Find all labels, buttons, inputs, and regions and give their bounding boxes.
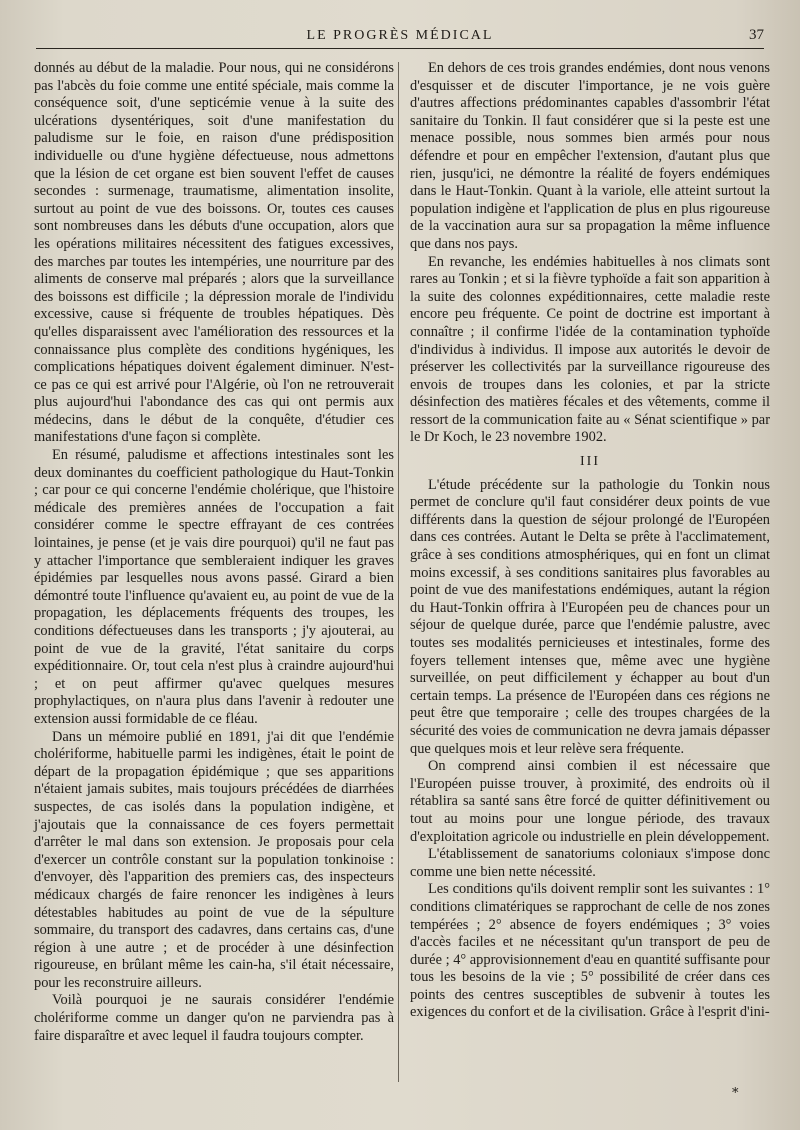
paragraph: Les conditions qu'ils doivent remplir sont les suivantes : 1° conditions climatériques se rapprochant de celle de nos zones tempérées ; 2° absence de foyers endémiques ; 3° voies d'accès faciles et ne nécessitant qu'un transport de peu de durée ; 4° approvisionnement d'eau en quantité suffisante pour tous les besoins de la vie ; 5° possibilité de créer dans ces points des centres susceptibles de subvenir à toutes les exigences du confort et de la civilisation. Grâce à l'esprit d'ini- bbox=[410, 881, 770, 1021]
right-column bbox=[410, 60, 770, 1022]
section-heading: III bbox=[580, 454, 600, 470]
journal-title: LE PROGRÈS MÉDICAL bbox=[306, 28, 494, 43]
paragraph: En résumé, paludisme et affections intestinales sont les deux dominantes du coefficient pathologique du Haut-Tonkin ; car pour ce qui concerne l'endémie cholérique, que l'histoire médicale des premières années de l'occupation a fait considérer comme le spectre effrayant de ces contrées lointaines, je pense (et je vais dire pourquoi) qu'il ne faut pas y attacher l'importance que sembleraient indiquer les graves épidémies par lesquelles nous avons passé. Girard a bien démontré toute l'influence qu'avaient eu, au point de vue de la propagation, les déplacements fréquents des troupes, les conditions défectueuses dans les transports ; j'y ajouterai, au point de vue de la gravité, l'état sanitaire du corps expéditionnaire. Or, tout cela n'est plus à craindre aujourd'hui ; et on peut affirmer qu'avec quelques mesures prophylactiques, on n'aura plus dans l'avenir à redouter une extension aussi formidable de ce fléau. bbox=[34, 447, 394, 727]
paragraph: L'établissement de sanatoriums coloniaux s'impose donc comme une bien nette nécessité. bbox=[410, 846, 770, 880]
paragraph: L'étude précédente sur la pathologie du Tonkin nous permet de conclure qu'il faut considérer deux points de vue différents dans la question de séjour prolongé de l'Européen dans ces contrées. Autant le Delta se prête à l'acclimatement, grâce à ses conditions atmosphériques, qui en font un climat moins excessif, à ses conditions sanitaires plus favorables au point de vue des manifestations endémiques, autant la région du Haut-Tonkin offrira à l'Européen peu de chances pour un séjour de quelque durée, parce que l'endémie palustre, avec toutes ses modalités pernicieuses et intestinales, forme des foyers tellement intenses que, même avec une hygiène surveillée, on peut difficilement y échapper au bout d'un certain temps. La présence de l'Européen dans ces régions ne peut être que temporaire ; celle des troupes chargées de la sécurité des voies de communication ne devra jamais dépasser que quelques mois et leur relève sera fréquente. bbox=[410, 476, 770, 757]
running-header bbox=[36, 26, 764, 49]
paragraph: En dehors de ces trois grandes endémies, dont nous venons d'esquisser et de discuter l'importance, je ne vois guère d'autres affections prédominantes capables d'assombrir l'état sanitaire du Tonkin. Il faut considérer que si la peste est une menace possible, nous sommes bien armés pour nous défendre et pour en empêcher l'extension, d'autant plus que rien, jusqu'ici, ne démontre la réalité de foyers endémiques dans le Haut-Tonkin. Quant à la variole, elle atteint surtout la population indigène et l'application de plus en plus rigoureuse de la vaccination aura sur sa propagation la même influence que dans nos pays. bbox=[410, 60, 770, 252]
paragraph: Dans un mémoire publié en 1891, j'ai dit que l'endémie cholériforme, habituelle parmi les indigènes, était le point de départ de la propagation épidémique ; que ses apparitions n'étaient jamais subites, mais toujours précédées de diarrhées suspectes, de cas isolés dans la population indigène, et j'ajoutais que la connaissance de ces foyers permettait d'arrêter le mal dans son extension. Je proposais pour cela d'exercer un contrôle constant sur la population tonkinoise : d'envoyer, dès l'apparition des premiers cas, des inspecteurs médicaux chargés de faire renoncer les indigènes à leurs détestables habitudes au point de vue de la sépulture sommaire, du transport des cadavres, dans certains cas, d'une région à une autre ; et de procéder à une désinfection rigoureuse, en brûlant même les cain-ha, s'il était nécessaire, pour les reconstruire ailleurs. bbox=[34, 728, 394, 991]
page-number: 37 bbox=[749, 27, 764, 43]
paragraph: On comprend ainsi combien il est nécessaire que l'Européen puisse trouver, à proximité, des endroits où il rétablira sa santé sans être forcé de quitter définitivement ou tout au moins pour une longue période, des travaux d'exploitation agricole ou industrielle en plein développement. bbox=[410, 758, 770, 845]
paragraph: donnés au début de la maladie. Pour nous, qui ne considérons pas l'abcès du foie comme une entité spéciale, mais comme la conséquence soit, d'une septicémie venue à la suite des ulcérations dysentériques, soit d'une manifestation du paludisme sur le foie, en raison d'une prédisposition individuelle ou d'une hygiène défectueuse, nous admettons que la lésion de cet organe est bien souvent l'effet de causes secondes : surmenage, traumatisme, alimentation insolite, surtout au point de vue des boissons. Or, toutes ces causes sont nombreuses dans les débuts d'une occupation, alors que les opérations militaires nécessitent des fatigues excessives, des marches par toutes les intempéries, une nourriture par des aliments de conserve mal préparés ; alors que la surveillance des boissons est difficile ; la dépression morale de l'individu excessive, cause si fréquente de troubles hépatiques. Dès qu'elles disparaissent avec l'amélioration des ressources et la connaissance plus complète des conditions hygéniques, les complications hépatiques doivent également diminuer. N'est-ce pas ce qui est arrivé pour l'Algérie, où l'on ne retrouverait plus aujourd'hui l'abondance des cas qui ont permis aux médecins, dans le début de la conquête, d'étudier ces manifestations d'une façon si complète. bbox=[34, 60, 394, 446]
column-divider bbox=[398, 62, 399, 1082]
footer-mark: * bbox=[732, 1086, 739, 1101]
paragraph: En revanche, les endémies habituelles à nos climats sont rares au Tonkin ; et si la fièvre typhoïde a fait son apparition à la suite des colonnes expéditionnaires, cette maladie reste encore peu fréquente. Ce point de doctrine est important à connaître ; il confirme l'idée de la contamination typhoïde d'individus à individus. Il impose aux autorités le devoir de préserver les collectivités par la surveillance rigoureuse des envois de troupes dans les colonies, et par la stricte désinfection des matières fécales et des vêtements, comme il ressort de la communication faite au « Sénat scientifique » par le Dr Koch, le 23 novembre 1902. bbox=[410, 253, 770, 446]
paragraph: Voilà pourquoi je ne saurais considérer l'endémie cholériforme comme un danger qu'on ne parviendra pas à faire disparaître et avec lequel il faudra toujours compter. bbox=[34, 992, 394, 1044]
left-column bbox=[34, 60, 394, 1045]
